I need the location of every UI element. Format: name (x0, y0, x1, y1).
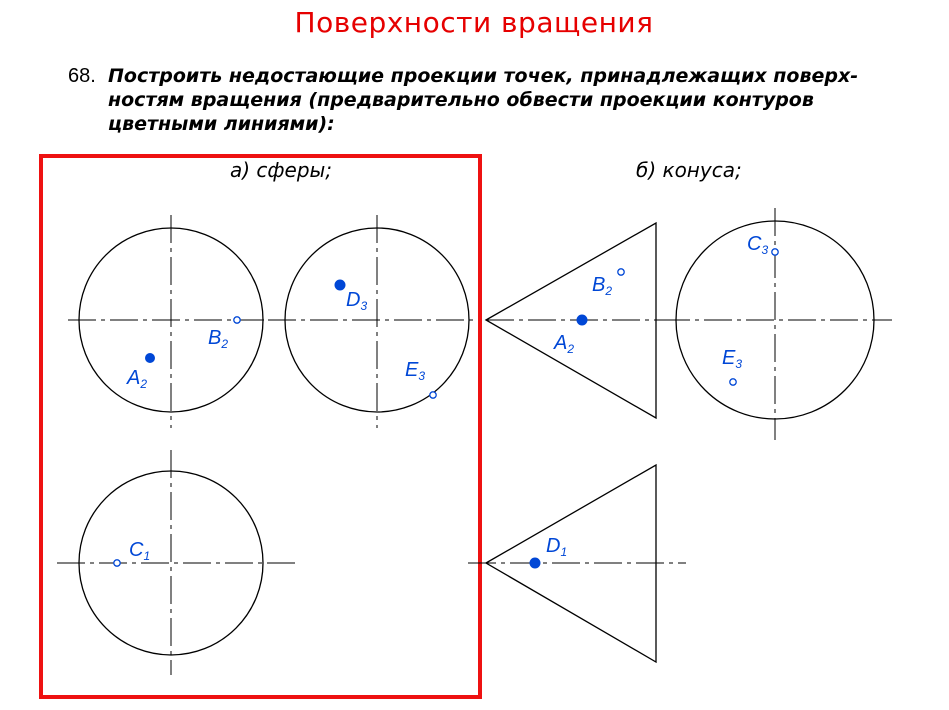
point-marker (772, 249, 778, 255)
point-b2-sphere (208, 317, 240, 351)
point-marker (234, 317, 240, 323)
point-b2-cone (592, 269, 624, 298)
point-marker (530, 558, 540, 568)
page-title: Поверхности вращения (294, 6, 654, 39)
highlight-frame (41, 156, 480, 697)
point-label: $C_3$ (747, 233, 769, 257)
cone-front-view (486, 223, 665, 418)
task-number: 68. (68, 65, 96, 87)
sphere-front-view-1 (68, 215, 278, 428)
point-d3-sphere (335, 280, 367, 313)
cone-top-view (468, 465, 686, 662)
point-e3-sphere (405, 359, 436, 398)
point-label: $D_3$ (346, 289, 368, 313)
caption-cone: б) конуса; (636, 158, 742, 182)
point-label: $B_2$ (592, 274, 613, 298)
point-marker (577, 315, 587, 325)
point-label: $E_3$ (405, 359, 426, 383)
sphere-top-view (57, 450, 296, 675)
point-label: $C_1$ (129, 539, 151, 563)
point-marker (146, 354, 155, 363)
point-label: $B_2$ (208, 327, 229, 351)
cone-profile-view (662, 208, 892, 440)
point-label: $E_3$ (722, 347, 743, 371)
task-text-line-1: Построить недостающие проекции точек, принадлежащих поверх- (108, 65, 859, 87)
point-marker (730, 379, 736, 385)
task-text-line-2: ностям вращения (предварительно обвести проекции контуров (108, 89, 814, 111)
point-marker (335, 280, 345, 290)
point-label: $D_1$ (546, 535, 568, 559)
point-marker (618, 269, 624, 275)
point-marker (430, 392, 436, 398)
point-label: $A_2$ (127, 367, 148, 391)
caption-sphere: а) сферы; (230, 158, 333, 182)
point-label: $A_2$ (554, 332, 575, 356)
point-marker (114, 560, 120, 566)
point-a2-sphere (126, 354, 155, 392)
point-e3-cone (722, 347, 742, 385)
point-c3-cone (747, 233, 778, 257)
task-text-line-3: цветными линиями): (108, 113, 335, 135)
point-c1-sphere (114, 539, 150, 566)
point-a2-cone (553, 315, 587, 356)
sphere-profile-view (268, 215, 478, 428)
